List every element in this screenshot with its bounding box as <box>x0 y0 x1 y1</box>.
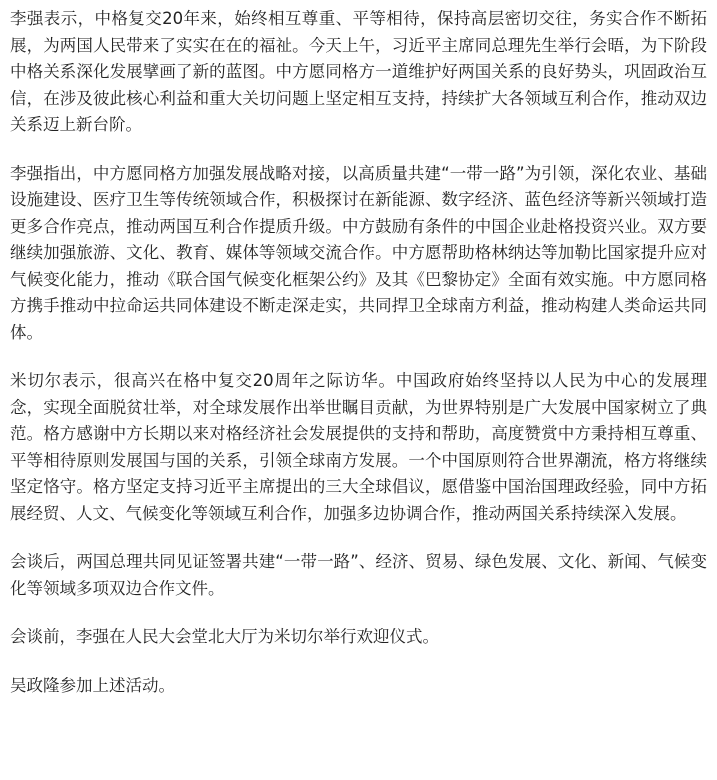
paragraph-li-qiang-remarks: 李强表示，中格复交20年来，始终相互尊重、平等相待，保持高层密切交往，务实合作不断拓展，为两国人民带来了实实在在的福祉。今天上午，习近平主席同总理先生举行会晤，为下阶段中格关系深化发展擘画了新的蓝图。中方愿同格方一道维护好两国关系的良好势头，巩固政治互信，在涉及彼此核心利益和重大关切问题上坚定相互支持，持续扩大各领域互利合作，推动双边关系迈上新台阶。 <box>10 9 707 134</box>
paragraph-welcome-ceremony: 会谈前，李强在人民大会堂北大厅为米切尔举行欢迎仪式。 <box>10 627 439 646</box>
paragraph-mitchell-remarks: 米切尔表示，很高兴在格中复交20周年之际访华。中国政府始终坚持以人民为中心的发展理念，实现全面脱贫壮举，对全球发展作出举世瞩目贡献，为世界特别是广大发展中国家树立了典范。格方感谢中方长期以来对格经济社会发展提供的支持和帮助，高度赞赏中方秉持相互尊重、平等相待原则发展国与国的关系，引领全球南方发展。一个中国原则符合世界潮流，格方将继续坚定恪守。格方坚定支持习近平主席提出的三大全球倡议，愿借鉴中国治国理政经验，同中方拓展经贸、人文、气候变化等领域互利合作，加强多边协调合作，推动两国关系持续深入发展。 <box>10 371 707 523</box>
paragraph-signing-documents: 会谈后，两国总理共同见证签署共建“一带一路”、经济、贸易、绿色发展、文化、新闻、气候变化等领域多项双边合作文件。 <box>10 552 707 598</box>
paragraph-attendance: 吴政隆参加上述活动。 <box>10 675 175 695</box>
paragraph-li-qiang-cooperation: 李强指出，中方愿同格方加强发展战略对接，以高质量共建“一带一路”为引领，深化农业、基础设施建设、医疗卫生等传统领域合作，积极探讨在新能源、数字经济、蓝色经济等新兴领域打造更多合作亮点，推动两国互利合作提质升级。中方鼓励有条件的中国企业赴格投资兴业。双方要继续加强旅游、文化、教育、媒体等领域交流合作。中方愿帮助格林纳达等加勒比国家提升应对气候变化能力，推动《联合国气候变化框架公约》及其《巴黎协定》全面有效实施。中方愿同格方携手推动中拉命运共同体建设不断走深走实，共同捍卫全球南方利益，推动构建人类命运共同体。 <box>10 163 707 342</box>
